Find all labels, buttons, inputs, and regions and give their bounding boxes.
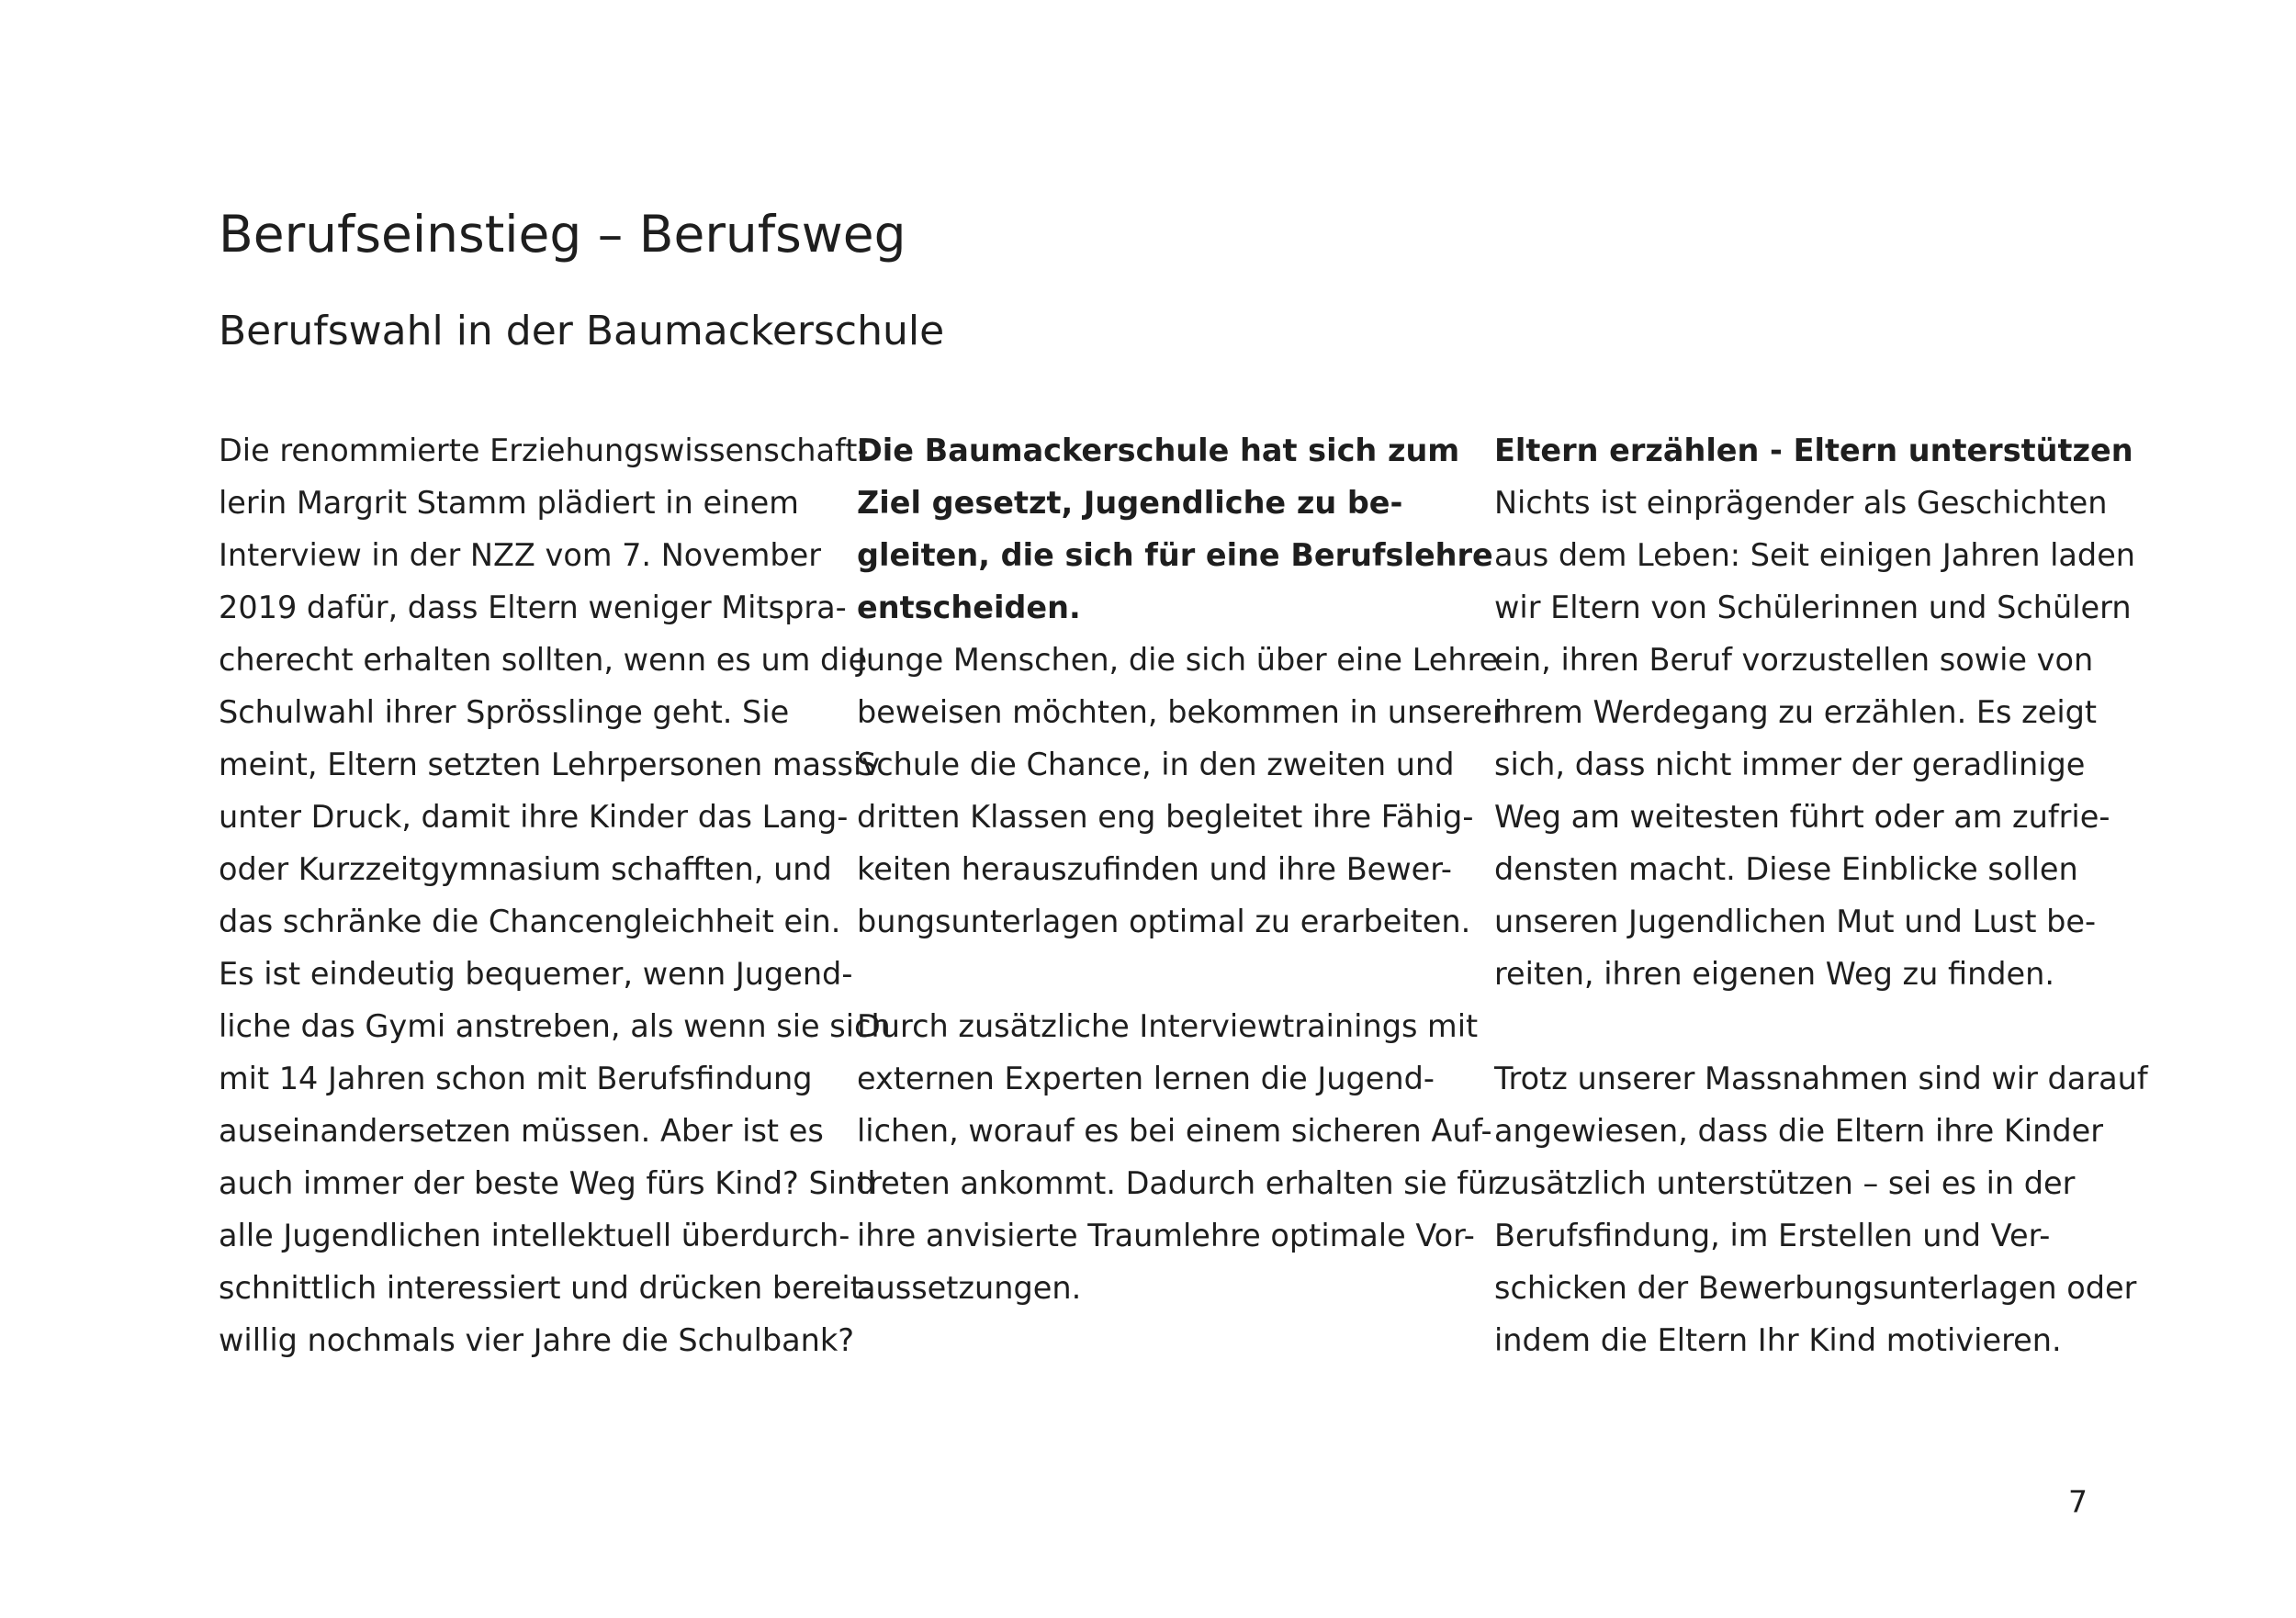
- paragraph: [857, 424, 1505, 948]
- text-column-left: [219, 424, 891, 1366]
- paragraph-text-line: meint, Eltern setzten Lehrpersonen massiv: [219, 747, 881, 782]
- paragraph-text-line: willig nochmals vier Jahre die Schulbank?: [219, 1322, 855, 1358]
- paragraph-text-line: das schränke die Chancengleichheit ein.: [219, 904, 841, 939]
- paragraph-text-line: densten macht. Diese Einblicke sollen: [1494, 851, 2078, 887]
- paragraph-text-line: indem die Eltern Ihr Kind motivieren.: [1494, 1322, 2062, 1358]
- text-column-right: [1494, 424, 2148, 1366]
- paragraph-heading-line: Eltern erzählen - Eltern unterstützen: [1494, 433, 2133, 468]
- paragraph: [857, 1000, 1501, 1314]
- paragraph-text-line: aus dem Leben: Seit einigen Jahren laden: [1494, 537, 2136, 573]
- text-column-middle: [857, 424, 1505, 1314]
- paragraph-text-line: treten ankommt. Dadurch erhalten sie für: [857, 1165, 1501, 1201]
- paragraph-text-line: Die renommierte Erziehungswissenschaft-: [219, 433, 869, 468]
- paragraph-heading-line: Die Baumackerschule hat sich zum: [857, 433, 1460, 468]
- paragraph-text-line: dritten Klassen eng begleitet ihre Fähig-: [857, 799, 1474, 835]
- paragraph-text-line: zusätzlich unterstützen – sei es in der: [1494, 1165, 2076, 1201]
- paragraph-text-line: unter Druck, damit ihre Kinder das Lang-: [219, 799, 849, 835]
- paragraph-text-line: Weg am weitesten führt oder am zufrie-: [1494, 799, 2110, 835]
- paragraph-text-line: oder Kurzzeitgymnasium schafften, und: [219, 851, 832, 887]
- paragraph-text-line: Schule die Chance, in den zweiten und: [857, 747, 1455, 782]
- paragraph: [1494, 424, 2136, 1000]
- paragraph-text-line: Nichts ist einprägender als Geschichten: [1494, 485, 2108, 521]
- paragraph-text-line: ihrem Werdegang zu erzählen. Es zeigt: [1494, 694, 2098, 730]
- paragraph-text-line: schnittlich interessiert und drücken bereit-: [219, 1270, 873, 1306]
- paragraph-text-line: auseinandersetzen müssen. Aber ist es: [219, 1113, 824, 1149]
- paragraph-text-line: Durch zusätzliche Interviewtrainings mit: [857, 1008, 1479, 1044]
- paragraph-text-line: Berufsfindung, im Erstellen und Ver-: [1494, 1218, 2051, 1253]
- paragraph-text-line: schicken der Bewerbungsunterlagen oder: [1494, 1270, 2137, 1306]
- paragraph-gap: [1494, 1000, 2100, 1052]
- paragraph-text-line: angewiesen, dass die Eltern ihre Kinder: [1494, 1113, 2103, 1149]
- page-subtitle: Berufswahl in der Baumackerschule: [219, 308, 945, 354]
- paragraph-text-line: auch immer der beste Weg fürs Kind? Sind: [219, 1165, 876, 1201]
- paragraph-text-line: Interview in der NZZ vom 7. November: [219, 537, 821, 573]
- paragraph-text-line: cherecht erhalten sollten, wenn es um die: [219, 642, 868, 678]
- paragraph-text-line: 2019 dafür, dass Eltern weniger Mitspra-: [219, 590, 847, 625]
- paragraph-text-line: aussetzungen.: [857, 1270, 1082, 1306]
- paragraph-text-line: liche das Gymi anstreben, als wenn sie sich: [219, 1008, 891, 1044]
- paragraph-text-line: keiten herauszufinden und ihre Bewer-: [857, 851, 1453, 887]
- paragraph-text-line: Es ist eindeutig bequemer, wenn Jugend-: [219, 956, 853, 992]
- paragraph-text-line: lerin Margrit Stamm plädiert in einem: [219, 485, 799, 521]
- paragraph-text-line: lichen, worauf es bei einem sicheren Auf-: [857, 1113, 1492, 1149]
- paragraph-gap: [857, 948, 1463, 1000]
- paragraph-text-line: Trotz unserer Massnahmen sind wir darauf: [1494, 1061, 2148, 1096]
- paragraph-text-line: unseren Jugendlichen Mut und Lust be-: [1494, 904, 2097, 939]
- page-number: 7: [2068, 1484, 2088, 1520]
- paragraph-text-line: ihre anvisierte Traumlehre optimale Vor-: [857, 1218, 1475, 1253]
- paragraph-text-line: beweisen möchten, bekommen in unserer: [857, 694, 1505, 730]
- paragraph-heading-line: Ziel gesetzt, Jugendliche zu be-: [857, 485, 1403, 521]
- page-title: Berufseinstieg – Berufsweg: [219, 205, 906, 264]
- paragraph-text-line: Junge Menschen, die sich über eine Lehre: [857, 642, 1499, 678]
- paragraph-text-line: mit 14 Jahren schon mit Berufsfindung: [219, 1061, 813, 1096]
- paragraph-text-line: ein, ihren Beruf vorzustellen sowie von: [1494, 642, 2094, 678]
- paragraph-text-line: Schulwahl ihrer Sprösslinge geht. Sie: [219, 694, 790, 730]
- paragraph-text-line: externen Experten lernen die Jugend-: [857, 1061, 1435, 1096]
- paragraph: [1494, 1052, 2148, 1366]
- paragraph-text-line: reiten, ihren eigenen Weg zu finden.: [1494, 956, 2055, 992]
- paragraph-text-line: wir Eltern von Schülerinnen und Schülern: [1494, 590, 2132, 625]
- paragraph-heading-line: gleiten, die sich für eine Berufslehre: [857, 537, 1493, 573]
- paragraph-text-line: alle Jugendlichen intellektuell überdurch-: [219, 1218, 850, 1253]
- paragraph-heading-line: entscheiden.: [857, 590, 1081, 625]
- paragraph-text-line: bungsunterlagen optimal zu erarbeiten.: [857, 904, 1471, 939]
- paragraph: [219, 424, 891, 1366]
- paragraph-text-line: sich, dass nicht immer der geradlinige: [1494, 747, 2086, 782]
